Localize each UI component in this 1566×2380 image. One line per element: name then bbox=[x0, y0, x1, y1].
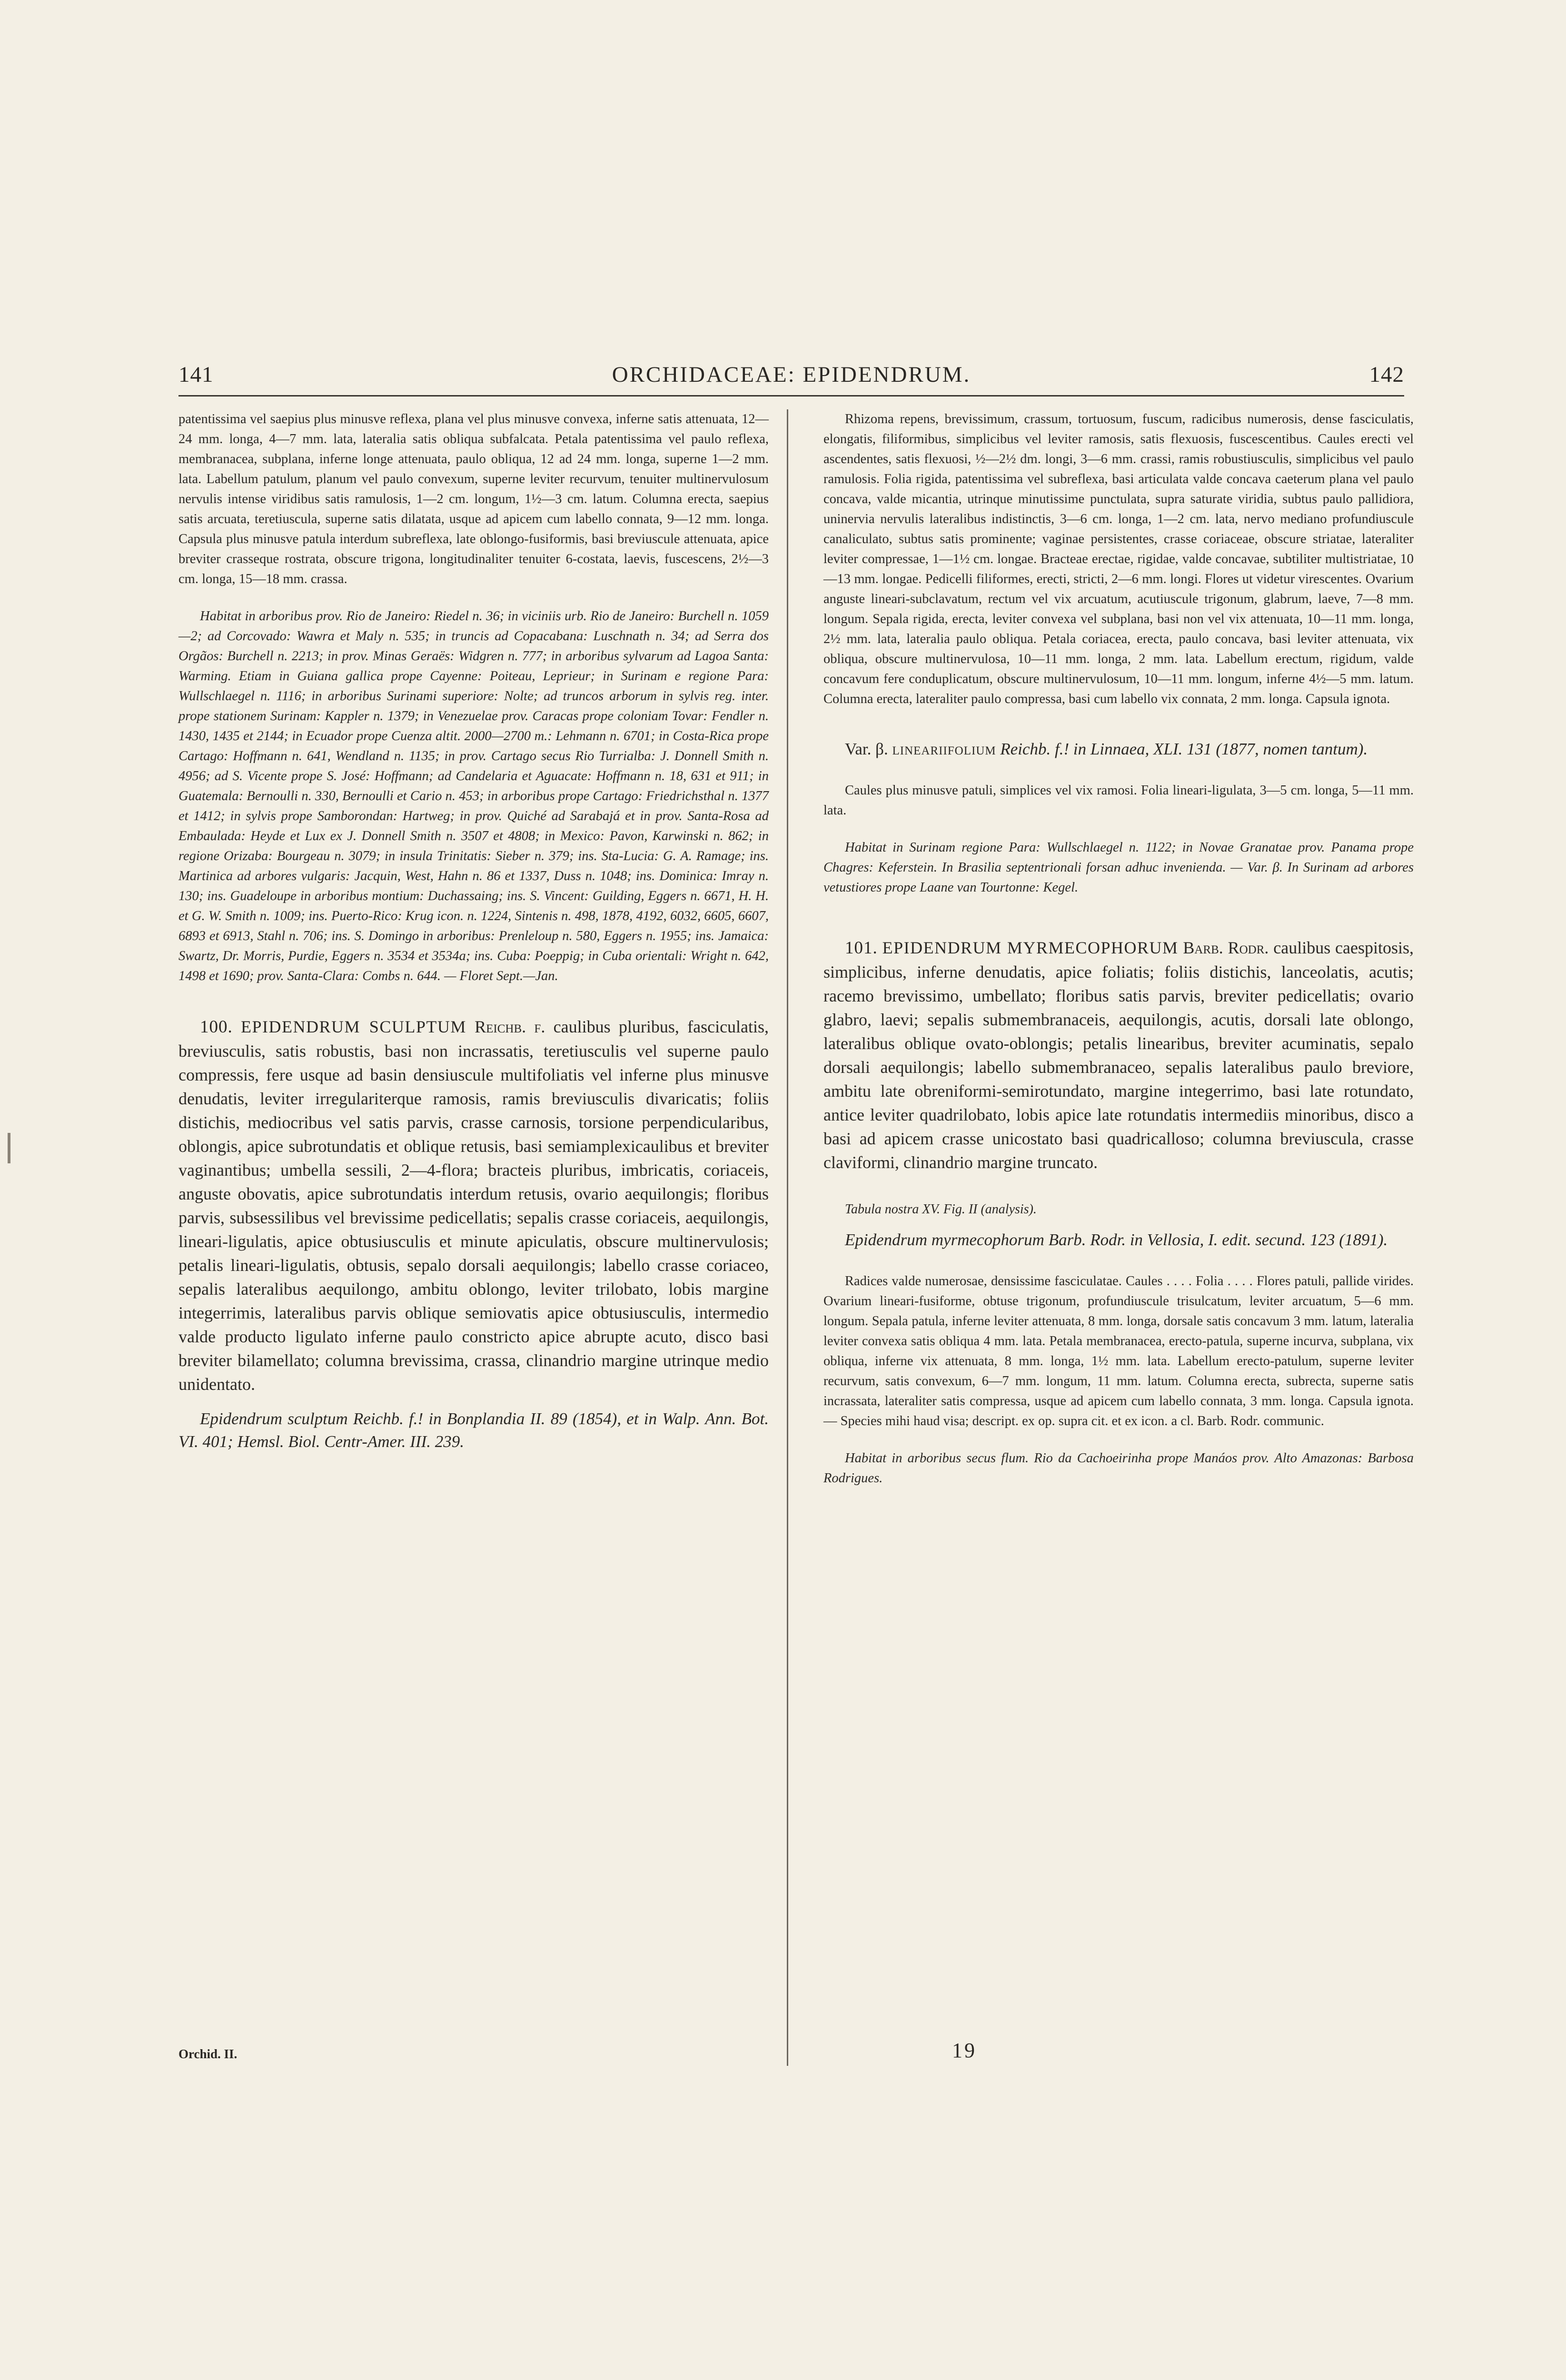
species-101-citation: Epidendrum myrmecophorum Barb. Rodr. in Vellosia, I. edit. secund. 123 (1891). bbox=[845, 1230, 1388, 1249]
sheet-signature: 19 bbox=[952, 2039, 977, 2062]
species-diagnosis-text: caulibus pluribus, fasciculatis, breviusculis, satis robustis, basi non incrassatis, teretiusculis vel superne paulo compressis, fere usque ad basin densiuscule multifoliatis vel inferne plus minusve denudatis, leviter irregulariterque ramosis, ramis breviusculis divaricatis; foliis distichis, mediocribus vel satis parvis, crasse carnosis, torsione perpendicularibus, oblongis, apice subrotundatis et oblique retusis, basi semiamplexicaulibus et breviter vaginantibus; umbella sessili, 2—4-flora; bracteis pluribus, imbricatis, coriaceis, anguste obovatis, apice subrotundatis interdum retusis, ovario aequilongis; floribus parvis, subsessilibus vel brevissime pedicellatis; sepalis crasse coriaceis, aequilongis, lineari-ligulatis, apice obtusiusculis et minute apiculatis, obscure multinervulosis; petalis lineari-ligulatis, obtusis, sepalo dorsali aequilongis; labello crasse coriaceo, sepalis lateralibus aequilongo, ambitu oblongo, leviter trilobato, lobis margine integerrimis, lateralibus parvis oblique semiovatis apice obtusiusculis, intermedio valde producto ligulato inferne paulo constricto apice abrupte acuto, disco basi breviter bilamellato; columna brevissima, crassa, clinandrio margine utrinque medio unidentato. bbox=[178, 1017, 769, 1394]
running-header bbox=[178, 362, 1404, 397]
description-continued: patentissima vel saepius plus minusve reflexa, plana vel plus minusve convexa, inferne satis attenuata, 12—24 mm. longa, 4—7 mm. lata, lateralia satis obliqua subfalcata. Petala patentissima vel paulo reflexa, membranacea, subplana, inferne longe attenuata, paulo obliqua, 12 ad 24 mm. longa, superne 1—2 mm. lata. Labellum patulum, planum vel paulo convexum, superne leviter recurvum, tenuiter multinervulosum nervulis intense viridibus satis ramulosis, 1—2 cm. longum, 1½—3 cm. latum. Columna erecta, saepius satis arcuata, teretiuscula, superne satis dilatata, usque ad apicem cum labello connata, 9—12 mm. longa. Capsula plus minusve patula interdum subreflexa, late oblongo-fusiformis, basi breviuscule attenuata, apice breviter crasseque rostrata, obscure trigona, longitudinaliter tenuiter 6-costata, laevis, fuscescens, 2½—3 cm. longa, 15—18 mm. crassa. bbox=[178, 412, 769, 586]
species-author: Reichb. f. bbox=[475, 1017, 545, 1036]
right-column bbox=[823, 409, 1414, 1488]
variety-heading bbox=[823, 738, 1414, 761]
species-number: 101. bbox=[845, 938, 878, 958]
page-number-right: 142 bbox=[1369, 362, 1404, 387]
page-number-left: 141 bbox=[178, 362, 214, 387]
species-name: EPIDENDRUM MYRMECOPHORUM bbox=[882, 938, 1179, 957]
running-title: ORCHIDACEAE: EPIDENDRUM. bbox=[612, 362, 971, 387]
left-column bbox=[178, 409, 769, 1453]
variety-description: Caules plus minusve patuli, simplices vel vix ramosi. Folia lineari-ligulata, 3—5 cm. longa, 5—11 mm. lata. bbox=[823, 783, 1414, 818]
species-101-habitat: Habitat in arboribus secus flum. Rio da Cachoeirinha prope Manáos prov. Alto Amazonas: Barbosa Rodrigues. bbox=[823, 1451, 1414, 1486]
variety-name: lineariifolium bbox=[892, 740, 996, 758]
variety-lead: Var. β. bbox=[845, 740, 888, 758]
description-paragraph: Rhizoma repens, brevissimum, crassum, tortuosum, fuscum, radicibus numerosis, dense fasciculatis, elongatis, filiformibus, simplicibus vel leviter ramosis, satis flexuosis, fuscescentibus. Caules erecti vel ascendentes, satis flexuosi, ½—2½ dm. longi, 3—6 mm. crassi, ramis robustiusculis, simplicibus vel paulo ramulosis. Folia rigida, patentissima vel subreflexa, basi articulata valde concava caeterum plana vel paulo concava, valde micantia, utrinque minutissime punctulata, supra saturate viridia, subtus paulo pallidiora, uninervia nervulis lateralibus indistinctis, 3—6 cm. longa, 1—2 cm. lata, nervo mediano profundiuscule canaliculato, subtus satis prominente; vaginae persistentes, crasse coriaceae, obscure striatae, lateraliter leviter compressae, 1—1½ cm. longae. Bracteae erectae, rigidae, valde concavae, subtiliter multistriatae, 10—13 mm. longae. Pedicelli filiformes, erecti, stricti, 2—6 mm. longi. Flores ut videtur virescentes. Ovarium anguste lineari-subclavatum, rectum vel vix arcuatum, acutiuscule trigonum, glabrum, laeve, 7—8 mm. longum. Sepala rigida, erecta, leviter convexa vel subplana, basi non vel vix attenuata, 10—11 mm. longa, 2½ mm. lata, lateralia paulo obliqua. Petala coriacea, erecta, paulo concava, basi leviter attenuata, vix obliqua, obscure multinervulosa, 10—11 mm. longa, 2 mm. lata. Labellum erectum, rigidum, valde concavum fere conduplicatum, obscure multinervulosum, 10—11 mm. longum, inferne 4½—5 mm. latum. Columna erecta, lateraliter paulo compressa, basi cum labello vix connata, 2 mm. longa. Capsula ignota. bbox=[823, 412, 1414, 706]
variety-habitat: Habitat in Surinam regione Para: Wullschlaegel n. 1122; in Novae Granatae prov. Panama prope Chagres: Keferstein. In Brasilia septentrionali forsan adhuc invenienda. — Var. β. In Surinam ad arbores vetustiores prope Laane van Tourtonne: Kegel. bbox=[823, 840, 1414, 895]
plate-reference: Tabula nostra XV. Fig. II (analysis). bbox=[845, 1202, 1037, 1217]
column-divider bbox=[787, 409, 788, 2066]
footer-signature: Orchid. II. bbox=[178, 2047, 238, 2061]
margin-mark bbox=[8, 1133, 10, 1163]
species-101-diagnosis bbox=[823, 936, 1414, 1174]
species-101-description: Radices valde numerosae, densissime fasciculatae. Caules . . . . Folia . . . . Flores patuli, pallide virides. Ovarium lineari-fusiforme, obtuse trigonum, profundiuscule trisulcatum, leviter arcuatum, 5—6 mm. longum. Sepala patula, inferne leviter attenuata, 8 mm. longa, dorsale satis concavum 3 mm. latum, lateralia leviter convexa satis obliqua 4 mm. lata. Petala membranacea, erecto-patula, superne incurva, subplana, vix obliqua, inferne vix attenuata, 8 mm. longa, 1½ mm. lata. Labellum erecto-patulum, superne leviter recurvum, satis convexum, 6—7 mm. longum, 11 mm. latum. Columna erecta, subrecta, superne satis incrassata, lateraliter satis compressa, usque ad apicem cum labello connata, 3 mm. longa. Capsula ignota. — Species mihi haud visa; descript. ex op. supra cit. et ex icon. a cl. Barb. Rodr. communic. bbox=[823, 1274, 1414, 1428]
species-100-diagnosis bbox=[178, 1015, 769, 1396]
species-number: 100. bbox=[200, 1017, 233, 1037]
species-diagnosis-text: caulibus caespitosis, simplicibus, inferne denudatis, apice foliatis; foliis distichis, lanceolatis, acutis; racemo brevissimo, umbellato; floribus satis parvis, breviter pedicellatis; ovario glabro, laevi; sepalis submembranaceis, aequilongis, acutis, dorsali late oblongo, lateralibus oblique ovato-oblongis; petalis linearibus, breviter acuminatis, sepalo dorsali aequilongis; labello submembranaceo, sepalis lateralibus paulo breviore, ambitu late obreniformi-semirotundato, margine integerrimo, basi late rotundato, antice leviter quadrilobato, lobis apice late rotundatis intermediis minoribus, disco a basi ad apicem crasse unicostato basi quadricalloso; columna breviuscula, crasse claviformi, clinandrio margine truncato. bbox=[823, 938, 1414, 1172]
species-name: EPIDENDRUM SCULPTUM bbox=[241, 1017, 466, 1036]
species-author: Barb. Rodr. bbox=[1183, 938, 1269, 957]
species-100-citation: Epidendrum sculptum Reichb. f.! in Bonplandia II. 89 (1854), et in Walp. Ann. Bot. VI. 401; Hemsl. Biol. Centr-Amer. III. 239. bbox=[178, 1409, 769, 1451]
habitat-paragraph: Habitat in arboribus prov. Rio de Janeiro: Riedel n. 36; in viciniis urb. Rio de Janeiro: Burchell n. 1059—2; ad Corcovado: Wawra et Maly n. 535; in truncis ad Copacabana: Luschnath n. 34; ad Serra dos Orgãos: Burchell n. 2213; in prov. Minas Geraës: Widgren n. 777; in arboribus sylvarum ad Lagoa Santa: Warming. Etiam in Guiana gallica prope Cayenne: Poiteau, Leprieur; in Surinam e regione Para: Wullschlaegel n. 1116; in arboribus Surinami superiore: Nolte; ad truncos arborum in sylvis reg. inter. prope stationem Surinam: Kappler n. 1379; in Venezuelae prov. Caracas prope coloniam Tovar: Fendler n. 1430, 1435 et 2144; in Ecuador prope Cuenza altit. 2000—2700 m.: Lehmann n. 6701; in Costa-Rica prope Cartago: Hoffmann n. 641, Wendland n. 1135; in prov. Cartago secus Rio Turrialba: J. Donnell Smith n. 4956; ad S. Vicente prope S. José: Hoffmann; ad Candelaria et Aguacate: Hoffmann n. 18, 631 et 911; in Guatemala: Bernoulli n. 330, Bernoulli et Cario n. 453; in arboribus prope Cartago: Friedrichsthal n. 1377 et 1412; in sylvis prope Samborondan: Hartweg; in prov. Quiché ad Sarabajá et in prov. Santa-Rosa ad Embaulada: Heyde et Lux ex J. Donnell Smith n. 3507 et 4808; in Mexico: Pavon, Karwinski n. 862; in regione Orizaba: Bourgeau n. 3079; in insula Trinitatis: Sieber n. 379; ins. Sta-Lucia: G. A. Ramage; ins. Martinica ad arbores vulgaris: Jacquin, West, Hahn n. 86 et 1337, Duss n. 1048; ins. Dominica: Imray n. 130; ins. Guadeloupe in arboribus montium: Duchassaing; ins. S. Vincent: Guilding, Eggers n. 6671, H. H. et G. W. Smith n. 1009; ins. Puerto-Rico: Krug icon. n. 1224, Sintenis n. 498, 1878, 4192, 6032, 6605, 6607, 6893 et 6913, Stahl n. 706; ins. S. Domingo in arboribus: Prenleloup n. 580, Eggers n. 1955; ins. Jamaica: Swartz, Dr. Morris, Purdie, Eggers n. 3534 et 3534a; ins. Cuba: Poeppig; in Cuba orientali: Wright n. 642, 1498 et 1690; prov. Santa-Clara: Combs n. 644. — Floret Sept.—Jan. bbox=[178, 609, 769, 983]
variety-citation: Reichb. f.! in Linnaea, XLI. 131 (1877, nomen tantum). bbox=[1000, 740, 1368, 758]
